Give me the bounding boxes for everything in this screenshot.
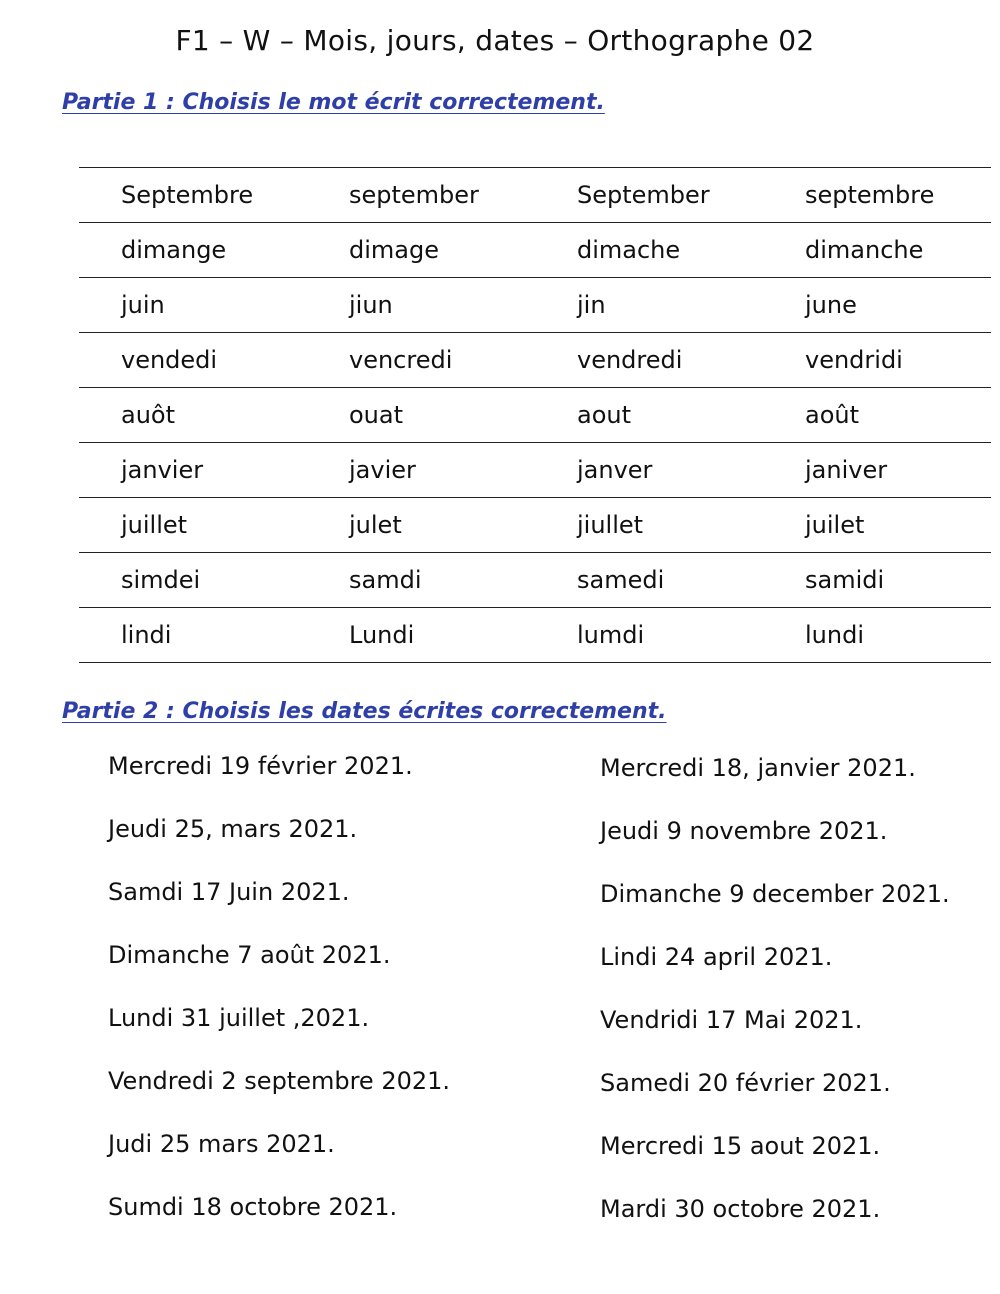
word-option[interactable]: vendredi <box>535 333 763 388</box>
word-option[interactable]: samdi <box>307 553 535 608</box>
table-row <box>79 278 991 333</box>
date-option[interactable]: Mardi 30 octobre 2021. <box>600 1195 881 1223</box>
word-choice-table <box>79 167 991 663</box>
word-option[interactable]: September <box>535 168 763 223</box>
word-option[interactable]: javier <box>307 443 535 498</box>
date-option[interactable]: Vendridi 17 Mai 2021. <box>600 1006 863 1034</box>
word-option[interactable]: auôt <box>79 388 307 443</box>
word-option[interactable]: janiver <box>763 443 991 498</box>
word-option[interactable]: Septembre <box>79 168 307 223</box>
date-option[interactable]: Judi 25 mars 2021. <box>108 1130 335 1158</box>
word-option[interactable]: lumdi <box>535 608 763 663</box>
date-option[interactable]: Dimanche 7 août 2021. <box>108 941 391 969</box>
word-option[interactable]: julet <box>307 498 535 553</box>
table-row <box>79 443 991 498</box>
word-option[interactable]: jiun <box>307 278 535 333</box>
word-option[interactable]: janver <box>535 443 763 498</box>
date-option[interactable]: Mercredi 19 février 2021. <box>108 752 413 780</box>
table-row <box>79 608 991 663</box>
table-row <box>79 223 991 278</box>
word-option[interactable]: août <box>763 388 991 443</box>
word-option[interactable]: jiullet <box>535 498 763 553</box>
word-option[interactable]: dimage <box>307 223 535 278</box>
table-row <box>79 498 991 553</box>
word-option[interactable]: juilet <box>763 498 991 553</box>
word-option[interactable]: vencredi <box>307 333 535 388</box>
part2-heading: Partie 2 : Choisis les dates écrites correctement. <box>62 699 667 724</box>
word-option[interactable]: dimange <box>79 223 307 278</box>
word-option[interactable]: juin <box>79 278 307 333</box>
dates-right-column <box>600 742 990 1246</box>
table-row <box>79 168 991 223</box>
word-option[interactable]: jin <box>535 278 763 333</box>
word-option[interactable]: lindi <box>79 608 307 663</box>
date-option[interactable]: Jeudi 25, mars 2021. <box>108 815 358 843</box>
date-option[interactable]: Jeudi 9 novembre 2021. <box>600 817 888 845</box>
word-option[interactable]: vendedi <box>79 333 307 388</box>
table-row <box>79 553 991 608</box>
word-option[interactable]: vendridi <box>763 333 991 388</box>
date-option[interactable]: Lundi 31 juillet ,2021. <box>108 1004 370 1032</box>
word-option[interactable]: simdei <box>79 553 307 608</box>
date-option[interactable]: Sumdi 18 octobre 2021. <box>108 1193 398 1221</box>
word-option[interactable]: dimanche <box>763 223 991 278</box>
word-option[interactable]: dimache <box>535 223 763 278</box>
date-option[interactable]: Vendredi 2 septembre 2021. <box>108 1067 451 1095</box>
dates-left-column <box>108 742 528 1246</box>
word-option[interactable]: ouat <box>307 388 535 443</box>
date-option[interactable]: Samdi 17 Juin 2021. <box>108 878 350 906</box>
word-option[interactable]: janvier <box>79 443 307 498</box>
word-option[interactable]: samidi <box>763 553 991 608</box>
word-option[interactable]: lundi <box>763 608 991 663</box>
table-row <box>79 388 991 443</box>
word-option[interactable]: juillet <box>79 498 307 553</box>
date-option[interactable]: Dimanche 9 december 2021. <box>600 880 950 908</box>
table-row <box>79 333 991 388</box>
word-option[interactable]: septembre <box>763 168 991 223</box>
word-option[interactable]: aout <box>535 388 763 443</box>
word-option[interactable]: samedi <box>535 553 763 608</box>
part1-heading: Partie 1 : Choisis le mot écrit correctement. <box>62 90 605 115</box>
date-option[interactable]: Lindi 24 april 2021. <box>600 943 833 971</box>
word-option[interactable]: september <box>307 168 535 223</box>
date-option[interactable]: Mercredi 18, janvier 2021. <box>600 754 916 782</box>
word-option[interactable]: june <box>763 278 991 333</box>
page-title: F1 – W – Mois, jours, dates – Orthographe 02 <box>175 24 815 57</box>
date-option[interactable]: Samedi 20 février 2021. <box>600 1069 891 1097</box>
word-option[interactable]: Lundi <box>307 608 535 663</box>
date-option[interactable]: Mercredi 15 aout 2021. <box>600 1132 881 1160</box>
